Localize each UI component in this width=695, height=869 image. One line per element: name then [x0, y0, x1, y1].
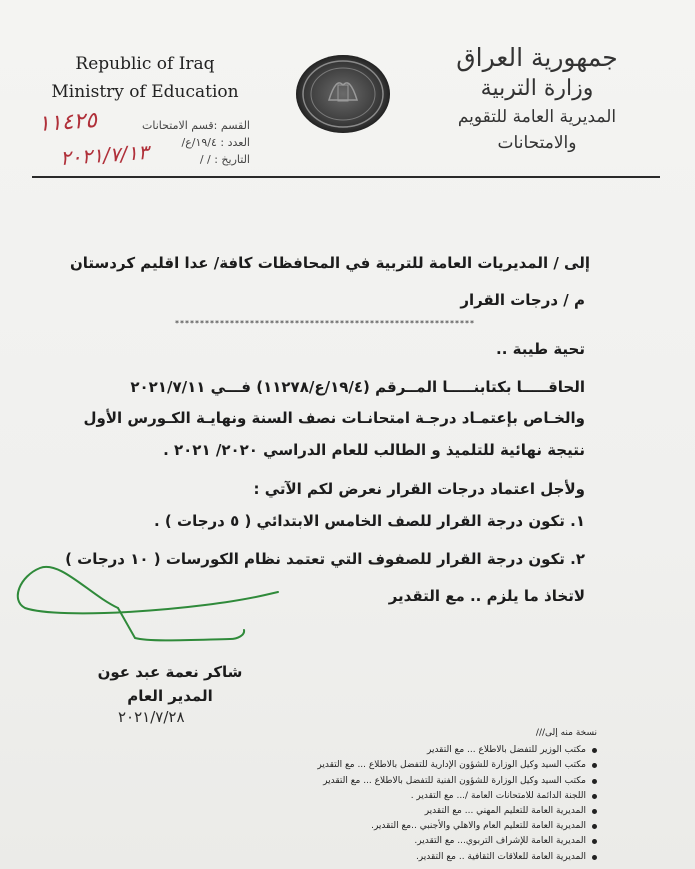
signer-name: شاكر نعمة عبد عون	[97, 663, 243, 681]
body-paragraph-line-3: نتيجة نهائية للتلميذ و الطالب للعام الدراسي ٢٠٢٠/ ٢٠٢١ .	[163, 441, 585, 459]
ministry-name-en: Ministry of Education	[51, 82, 239, 102]
body-paragraph-line-4: ولأجل اعتماد درجات القرار نعرض لكم الآتي :	[253, 480, 585, 498]
body-paragraph-line-1: الحاقـــــا بكتابنـــــا المــرقم (١٩/٤/ع/١١٢٧٨) فـــي ٢٠٢١/٧/١١	[130, 378, 585, 396]
closing-line: لاتخاذ ما يلزم .. مع التقدير	[388, 587, 585, 605]
header-divider	[32, 176, 660, 178]
cc-item: اللجنة الدائمة للامتحانات العامة /... مع التقدير .	[137, 789, 597, 804]
signer-title: المدير العام	[127, 687, 213, 705]
cc-item: المديرية العامة للعلاقات الثقافية .. مع التقدير.	[137, 850, 597, 865]
directorate-name-ar: المديرية العامة للتقويم والامتحانات	[457, 107, 617, 153]
ministry-seal	[296, 55, 390, 133]
cc-item: مكتب الوزير للتفضل بالاطلاع ... مع التقدير	[137, 743, 597, 758]
handwritten-signature	[0, 540, 300, 660]
copies-to-title: نسخة منه إلى///	[535, 728, 597, 738]
body-paragraph-line-2: والخـاص بإعتمـاد درجـة امتحانـات نصف السنة ونهايـة الكـورس الأول	[83, 409, 585, 427]
separator-stars: ************************************************************	[175, 319, 475, 328]
cc-item: المديرية العامة للتعليم المهني ... مع التقدير	[137, 804, 597, 819]
cc-item: مكتب السيد وكيل الوزارة للشؤون الفنية للتفضل بالاطلاع ... مع التقدير	[137, 774, 597, 789]
handwritten-reference-date: ٢٠٢١/٧/١٣	[59, 139, 150, 171]
list-item-1: ١. تكون درجة القرار للصف الخامس الابتدائي ( ٥ درجات ) .	[154, 512, 585, 530]
greeting: تحية طيبة ..	[496, 340, 585, 358]
list-item-2: ٢. تكون درجة القرار للصفوف التي تعتمد نظام الكورسات ( ١٠ درجات )	[65, 550, 585, 568]
recipient-line: إلى / المديريات العامة للتربية في المحافظات كافة/ عدا اقليم كردستان	[69, 254, 590, 272]
copies-to-block	[137, 726, 597, 865]
date-line: التاريخ : / /	[199, 153, 250, 166]
ministry-name-ar: وزارة التربية	[480, 76, 594, 101]
number-line: العدد : ١٩/٤/ع/	[181, 136, 250, 149]
cc-item: المديرية العامة للإشراف التربوي... مع التقدير.	[137, 834, 597, 849]
arabic-letterhead	[417, 42, 657, 156]
country-name-ar: جمهورية العراق	[456, 43, 618, 72]
department-line: القسم :قسم الامتحانات	[142, 119, 250, 132]
copies-to-list	[137, 743, 597, 865]
cc-item: مكتب السيد وكيل الوزارة للشؤون الإدارية للتفضل بالاطلاع ... مع التقدير	[137, 758, 597, 773]
english-letterhead	[40, 50, 250, 106]
signature-date: ٢٠٢١/٧/٢٨	[118, 708, 185, 726]
country-name-en: Republic of Iraq	[75, 54, 215, 74]
signer-block	[95, 660, 245, 708]
cc-item: المديرية العامة للتعليم العام والاهلي والأجنبي ..مع التقدير.	[137, 819, 597, 834]
handwritten-reference-number: ١١٤٢٥	[37, 107, 98, 138]
subject-line: م / درجات القرار	[460, 291, 585, 309]
